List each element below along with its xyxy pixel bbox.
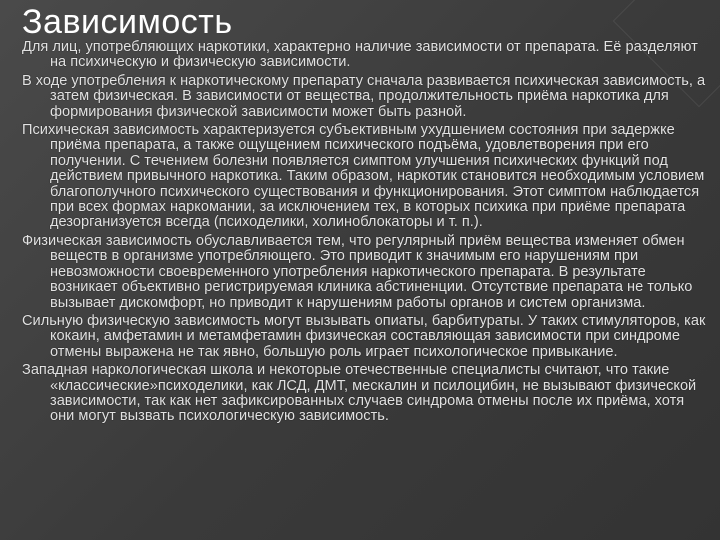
paragraph-psychedelics: Западная наркологическая школа и некоторые отечественные специалисты считают, что такие «классические»психоделики, как ЛСД, ДМТ, мескалин и псилоцибин, не вызывают физической зависимости, так как нет зафиксированных случаев синдрома отмены после их приёма, хотя они могут вызвать психологическую зависимость. (22, 362, 697, 425)
paragraph-dependence-development: В ходе употребления к наркотическому препарату сначала развивается психическая зависимость, а затем физическая. В зависимости от вещества, продолжительность приёма наркотика для формирования физической зависимости может быть разной. (22, 72, 706, 120)
slide-body (22, 40, 708, 428)
slide-title: Зависимость (22, 3, 233, 41)
paragraph-psychological-dependence: Психическая зависимость характеризуется субъективным ухудшением состояния при задержке приёма препарата, а также ощущением психического подъёма, удовлетворения при его получении. С течением болезни появляется симптом улучшения психических функций под действием привычного наркотика. Таким образом, наркотик становится необходимым условием благополучного психического существования и функционирования. Этот симптом наблюдается при всех формах наркомании, за исключением тех, в которых психика при приёме препарата дезорганизуется всегда (психоделики, холиноблокаторы и т. п.). (22, 122, 705, 231)
paragraph-strong-physical-dependence: Сильную физическую зависимость могут вызывать опиаты, барбитураты. У таких стимуляторов, как кокаин, амфетамин и метамфетамин физическая составляющая зависимости при синдроме отмены выражена не так явно, большую роль играет психологическое привыкание. (22, 312, 706, 360)
paragraph-physical-dependence: Физическая зависимость обуславливается тем, что регулярный приём вещества изменяет обмен веществ в организме употребляющего. Это приводит к значимым его нарушениям при невозможности своевременного употребления наркотического препарата. В результате возникает объективно регистрируемая клиника абстиненции. Отсутствие препарата не только вызывает дискомфорт, но приводит к нарушениям работы органов и систем организма. (22, 232, 693, 311)
paragraph-dependence-types: Для лиц, употребляющих наркотики, характерно наличие зависимости от препарата. Её разделяют на психическую и физическую зависимости. (22, 39, 698, 71)
